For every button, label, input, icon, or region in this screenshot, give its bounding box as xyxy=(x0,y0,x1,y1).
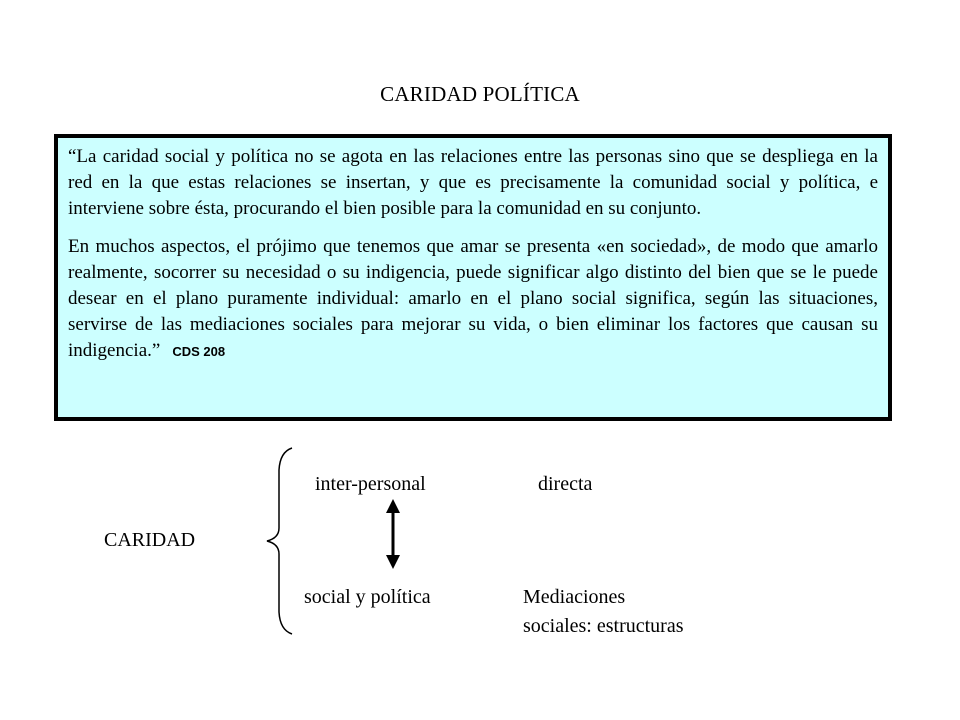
diagram-root-label: CARIDAD xyxy=(104,529,196,551)
curly-brace-icon xyxy=(267,448,292,634)
branch-bottom-description-line-1: Mediaciones xyxy=(523,586,626,608)
quote-paragraph-2-text: En muchos aspectos, el prójimo que tenemos que amar se presenta «en sociedad», de modo que amarlo realmente, socorrer su necesidad o su indigencia, puede significar algo distinto del bien que se le puede desear en el plano puramente individual: amarlo en el plano social significa, según las situaciones, servirse de las mediaciones sociales para mejorar su vida, o bien eliminar los factores que causan su indigencia.” xyxy=(68,236,878,361)
branch-bottom-description-line-2: sociales: estructuras xyxy=(523,615,684,637)
branch-top-description: directa xyxy=(538,473,593,495)
quote-paragraph-1: “La caridad social y política no se agota en las relaciones entre las personas sino que se despliega en la red en la que estas relaciones se insertan, y que es precisamente la comunidad social y política, e interviene sobre ésta, procurando el bien posible para la comunidad en su conjunto. xyxy=(68,146,878,219)
citation: CDS 208 xyxy=(172,344,226,359)
double-arrow-icon xyxy=(386,499,400,569)
branch-bottom-label: social y política xyxy=(304,586,431,608)
branch-top-label: inter-personal xyxy=(315,473,426,495)
page-title: CARIDAD POLÍTICA xyxy=(380,82,580,106)
